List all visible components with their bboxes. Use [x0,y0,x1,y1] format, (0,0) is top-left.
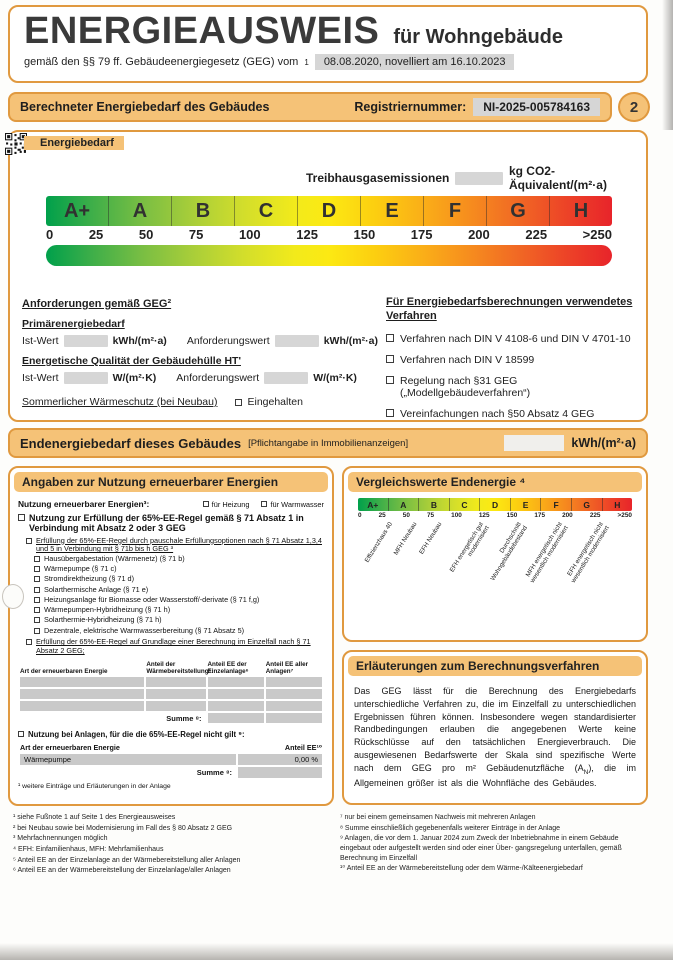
energy-class-g: G [487,196,550,226]
envelope-quality-heading: Energetische Qualität der Gebäudehülle HT' [22,355,241,367]
eingehalten-label: Eingehalten [247,396,303,408]
energy-class: C [450,498,481,511]
scale-tick: 150 [506,512,518,519]
footnote: ³ Mehrfachnennungen möglich [13,835,108,843]
energy-class-h: H [573,199,589,222]
energy-class-f: F [424,196,487,226]
table-header: Anteil EE¹⁰ [284,743,322,753]
explanations-sub: N [583,768,589,776]
ee-rule-label: Nutzung zur Erfüllung der 65%-EE-Regel gemäß § 71 Absatz 1 in Verbindung mit Absatz 2 oder 3 GEG [29,513,304,534]
energy-class-d: D [298,196,361,226]
scale-tick: 200 [562,512,573,519]
table-cell [266,701,322,711]
checkbox-exempt[interactable] [18,731,24,737]
requirements-column [22,298,378,408]
footnote: ² bei Neubau sowie bei Modernisierung im Fall des § 80 Absatz 2 GEG [13,824,233,832]
method-label: Vereinfachungen nach §50 Absatz 4 GEG [400,407,595,420]
energy-class: B [419,498,450,511]
pauschal-label: Erfüllung der 65%-EE-Regel durch pauschale Erfüllungsoptionen nach § 71 Absatz 1,3,4 und 5 in Verbindung mit § 71b bis h GEG ³ [36,535,322,554]
explanations-body [344,680,646,794]
option-label: Solarthermische Anlage (§ 71 e) [44,584,149,594]
einzelfall-row [26,638,324,655]
footnote: ⁴ EFH: Einfamilienhaus, MFH: Mehrfamilienhaus [13,845,164,853]
option-label: Dezentrale, elektrische Warmwasserbereitung (§ 71 Absatz 5) [44,625,245,635]
anforderungswert-label: Anforderungswert [186,335,270,347]
sum-cell [238,767,322,778]
checkbox-waermepumpe[interactable] [34,566,40,572]
checkbox-vereinfachungen[interactable] [386,409,394,417]
energiebedarf-section [8,130,648,422]
table-header: Anteil EE aller Anlagen⁷ [265,661,309,676]
endenergiebedarf-note: [Pflichtangabe in Immobilienanzeigen] [248,437,409,449]
scale-tick: 225 [525,227,548,242]
scale-tick: 0 [46,227,54,242]
scale-tick: 125 [478,512,490,519]
scale-tick: 150 [353,227,376,242]
checkbox-solar-hybrid[interactable] [34,617,40,623]
table-header: Anteil der Wärmebereitstellung⁵: [146,661,214,676]
page-subtitle: für Wohngebäude [393,26,564,48]
scale-tick: 75 [426,512,435,519]
checkbox-hausuebergabestation[interactable] [34,556,40,562]
scale-tick: 225 [589,512,601,519]
comparison-label: Durchschnitt Wohngebäudebestand [489,521,529,583]
page-number-badge: 2 [618,92,650,122]
checkbox-fuer-warmwasser[interactable] [261,501,267,507]
header [8,5,648,83]
hole-punch-mark [2,584,24,609]
method-option [386,408,638,420]
emissions-unit: kg CO2-Äquivalent/(m²·a) [508,164,607,192]
comparison-label: EFH energetisch nicht wesentlich modernisiert [566,521,612,585]
primary-ist-value-box [64,335,108,347]
energy-class-band [46,196,612,226]
checkbox-wp-hybrid[interactable] [34,607,40,613]
checkbox-pauschal[interactable] [26,538,32,544]
option-label: Hausübergabestation (Wärmenetz) (§ 71 b) [44,553,185,563]
table-cell [20,689,144,699]
energy-class-a: A [109,196,172,226]
energiebedarf-label: Energiebedarf [24,136,124,150]
scale-tick: >250 [617,512,632,519]
ist-wert-label: Ist-Wert [22,372,59,384]
table-row [20,689,322,699]
method-label: Verfahren nach DIN V 4108-6 und DIN V 4701-10 [400,332,631,345]
method-option [386,375,638,399]
sum-cell [266,713,322,723]
scale-tick: 50 [138,227,154,242]
energy-class: G [572,498,603,511]
checkbox-din-4108[interactable] [386,334,394,342]
endenergiebedarf-bar [8,428,648,458]
primary-values-row [22,335,378,347]
renewable-option [34,586,324,595]
energy-efficiency-scale [46,196,612,266]
law-text: gemäß den §§ 79 ff. Gebäudeenergiegesetz (GEG) vom [24,56,299,68]
usage-option-label: für Heizung [211,499,250,509]
table-cell-ee-share: 0,00 % [238,754,322,765]
comparison-label: EFH Neubau [418,521,444,556]
scale-gradient-bar [46,245,612,266]
ee-rule-row [18,513,324,534]
comparison-class-band [358,498,632,511]
renewable-option [34,565,324,574]
footnotes-left-column [13,813,325,877]
law-date-box: 08.08.2020, novelliert am 16.10.2023 [315,54,515,70]
comparison-tick-labels [358,512,632,519]
footnote: ⁸ Summe einschließlich gegebenenfalls weiterer Einträge in der Anlage [340,824,561,832]
comparison-label: EFH energetisch gut modernisiert [448,521,491,574]
renewables-usage-row [18,499,324,509]
renewable-option [34,596,324,605]
scale-tick: 0 [358,512,362,519]
envelope-anforderung-unit: W/(m²·K) [313,372,357,384]
explanations-text: ), die im Allgemeinen größer ist als die Wohnfläche des Gebäudes. [354,762,636,788]
table-cell [266,689,322,699]
envelope-ist-unit: W/(m²·K) [112,372,157,384]
table-row [20,677,322,687]
option-label: Solarthermie-Hybridheizung (§ 71 h) [44,615,162,625]
pauschal-row [26,537,324,554]
table-cell [146,701,205,711]
exempt-table [18,741,324,780]
envelope-ist-value-box [64,372,108,384]
renewables-heading: Angaben zur Nutzung erneuerbarer Energien [14,472,328,492]
energy-class-e: E [361,196,424,226]
section-bar-title: Berechneter Energiebedarf des Gebäudes [20,100,270,114]
comparison-scale [358,498,632,633]
comparison-label: Effizienzhaus 40 [363,521,395,564]
exempt-row [18,730,324,739]
calculation-methods-column [386,296,638,420]
table-cell [20,677,144,687]
table-cell [20,701,144,711]
table-header: Art der erneuerbaren Energie [20,668,108,676]
footnote: ¹ siehe Fußnote 1 auf Seite 1 des Energieausweises [13,814,176,821]
table-header-row [20,661,322,675]
einzelfall-label: Erfüllung der 65%-EE-Regel auf Grundlage einer Berechnung im Einzelfall nach § 71 Absatz 2 GEG; [36,637,311,655]
methods-heading: Für Energiebedarfsberechnungen verwendetes Verfahren [386,296,633,322]
method-option [386,354,638,366]
envelope-values-row [22,372,378,384]
checkbox-einzelfall[interactable] [26,639,32,645]
renewables-section [8,466,334,806]
table-header: Anteil EE der Einzelanlage⁶ [207,661,249,676]
scale-tick: 125 [296,227,318,242]
envelope-anforderung-value-box [264,372,308,384]
explanations-heading: Erläuterungen zum Berechnungsverfahren [348,656,642,676]
anforderungswert-label: Anforderungswert [176,372,260,384]
renewable-option [34,627,324,636]
table-row [20,754,322,765]
footnote: ⁷ nur bei einem gemeinsamen Nachweis mit mehreren Anlagen [340,814,536,821]
renewables-table [18,659,324,725]
usage-option-label: für Warmwasser [270,499,324,509]
endenergiebedarf-unit: kWh/(m²·a) [571,436,636,450]
checkbox-dezentral[interactable] [34,628,40,634]
scale-tick: 75 [188,227,204,242]
sum-label: Summe ⁸: [166,713,202,723]
registry-number-box: NI-2025-005784163 [473,98,600,116]
table-header: Art der erneuerbaren Energie [20,743,120,753]
method-option [386,333,638,345]
option-label: Heizungsanlage für Biomasse oder Wasserstoff/-derivate (§ 71 f,g) [44,594,260,604]
energy-class: E [511,498,542,511]
option-label: Stromdirektheizung (§ 71 d) [44,574,135,584]
primary-energy-heading: Primärenergiebedarf [22,318,125,330]
renewable-option [34,555,324,564]
title-row [24,10,632,53]
law-footnote-ref: 1 [304,57,309,67]
energy-class: F [541,498,572,511]
table-cell [208,701,264,711]
checkbox-din-18599[interactable] [386,355,394,363]
scale-tick: 175 [410,227,433,242]
method-label: Regelung nach §31 GEG („Modellgebäudeverfahren“) [400,374,531,399]
renewable-option [34,616,324,625]
table-row [20,701,322,711]
registry-label: Registriernummer: [354,100,467,114]
page-title: ENERGIEAUSWEIS [24,10,380,52]
usage-label: Nutzung erneuerbarer Energien³: [18,499,150,509]
explanations-text: Das GEG lässt für die Berechnung des Energiebedarfs unterschiedliche Verfahren zu, die im Einzelfall zu unterschiedlichen Ergebnissen führen können. Insbesondere wegen standardisierter Randbedingungen erlauben die angegebenen Werte keine Rückschlüsse auf den tatsächlichen Energieverbrauch. Die ausgewiesenen Bedarfswerte der Skala sind spezifische Werte nach dem GEG pro m² Gebäudenutzfläche (A [354,686,636,773]
method-label: Verfahren nach DIN V 18599 [400,353,535,366]
checkbox-65ee-regel[interactable] [18,514,25,521]
renewable-option [34,575,324,584]
energy-class: D [480,498,511,511]
footnote: ¹⁰ Anteil EE an der Wärmebereitstellung oder dem Wärme-/Kälteenergiebedarf [340,865,583,873]
summer-heat-label: Sommerlicher Wärmeschutz (bei Neubau) [22,396,218,408]
footnote: ⁵ Anteil EE an der Einzelanlage an der Wärmebereitstellung aller Anlagen [13,856,241,864]
scale-tick: 25 [88,227,104,242]
summer-heat-protection-row [22,396,378,408]
endenergiebedarf-value-group [504,435,636,451]
footnote: ⁶ Anteil EE an der Wärmebereitstellung der Einzelanlage/aller Anlagen [13,867,231,875]
table-header-row [20,743,322,752]
table-cell-energy-type: Wärmepumpe [20,754,236,765]
footnotes-right-column [340,813,642,875]
scale-tick: 200 [468,227,490,242]
primary-anforderung-unit: kWh/(m²·a) [323,335,378,347]
explanations-section [342,650,648,805]
scale-tick: 25 [378,512,386,519]
energy-class: A+ [358,498,389,511]
comparison-labels [358,521,632,633]
energy-class-b: B [172,196,235,226]
option-label: Wärmepumpe (§ 71 c) [44,564,117,574]
scale-tick: 175 [534,512,546,519]
comparison-label: MFH Neubau [392,521,419,557]
law-row [24,54,632,70]
checkbox-stromdirektheizung[interactable] [34,576,40,582]
comparison-heading: Vergleichswerte Endenergie ⁴ [348,472,642,492]
emissions-row [306,164,646,192]
scan-edge-shadow-right [662,0,673,130]
checkbox-eingehalten[interactable] [235,399,242,406]
option-label: Wärmepumpen-Hybridheizung (§ 71 h) [44,605,171,615]
table-cell [266,677,322,687]
renewable-option [34,606,324,615]
comparison-label: MFH energetisch nicht wesentlich modernisiert [524,521,571,585]
requirements-heading: Anforderungen gemäß GEG² [22,298,172,310]
scale-tick: 50 [402,512,410,519]
ist-wert-label: Ist-Wert [22,335,59,347]
checkbox-biomasse[interactable] [34,597,40,603]
footnote: ⁹ Anlagen, die vor dem 1. Januar 2024 zum Zweck der Inbetriebnahme in einem Gebäude eingebaut oder aufgestellt werden sind oder einer Über- gangsregelung unterfallen, gemäß Berechnung im Einzelfall [340,835,622,862]
table-sum-row [20,713,322,723]
table-cell [208,689,264,699]
scan-edge-shadow-bottom [0,943,673,960]
table-sum-row [20,767,322,778]
exempt-label: Nutzung bei Anlagen, für die die 65%-EE-Regel nicht gilt ⁹: [28,730,245,740]
energy-class: A [389,498,420,511]
energy-class: H [614,499,621,510]
scale-tick: 100 [451,512,462,519]
scale-tick: 100 [238,227,261,242]
renewables-footnote: ¹ weitere Einträge und Erläuterungen in der Anlage [18,783,171,791]
scale-tick: >250 [582,227,612,242]
section-bar-berechneter-energiebedarf [8,92,612,122]
emissions-label: Treibhausgasemissionen [306,171,450,185]
renewables-body [10,496,332,790]
registry-group [354,98,600,116]
sum-cell [208,713,264,723]
comparison-section [342,466,648,642]
checkbox-fuer-heizung[interactable] [203,501,209,507]
table-cell [146,677,205,687]
endenergiebedarf-value-box [504,435,564,451]
scale-tick-labels [46,227,612,242]
primary-anforderung-value-box [275,335,319,347]
checkbox-solarthermische-anlage[interactable] [34,587,40,593]
table-cell [208,677,264,687]
energy-class-a-plus: A+ [46,196,109,226]
table-cell [146,689,205,699]
primary-ist-unit: kWh/(m²·a) [112,335,167,347]
checkbox-modellgebaeude[interactable] [386,376,394,384]
sum-label: Summe ⁸: [196,768,232,778]
emissions-value-box [455,172,503,185]
endenergiebedarf-title: Endenergiebedarf dieses Gebäudes [20,435,242,451]
energy-class-c: C [235,196,298,226]
